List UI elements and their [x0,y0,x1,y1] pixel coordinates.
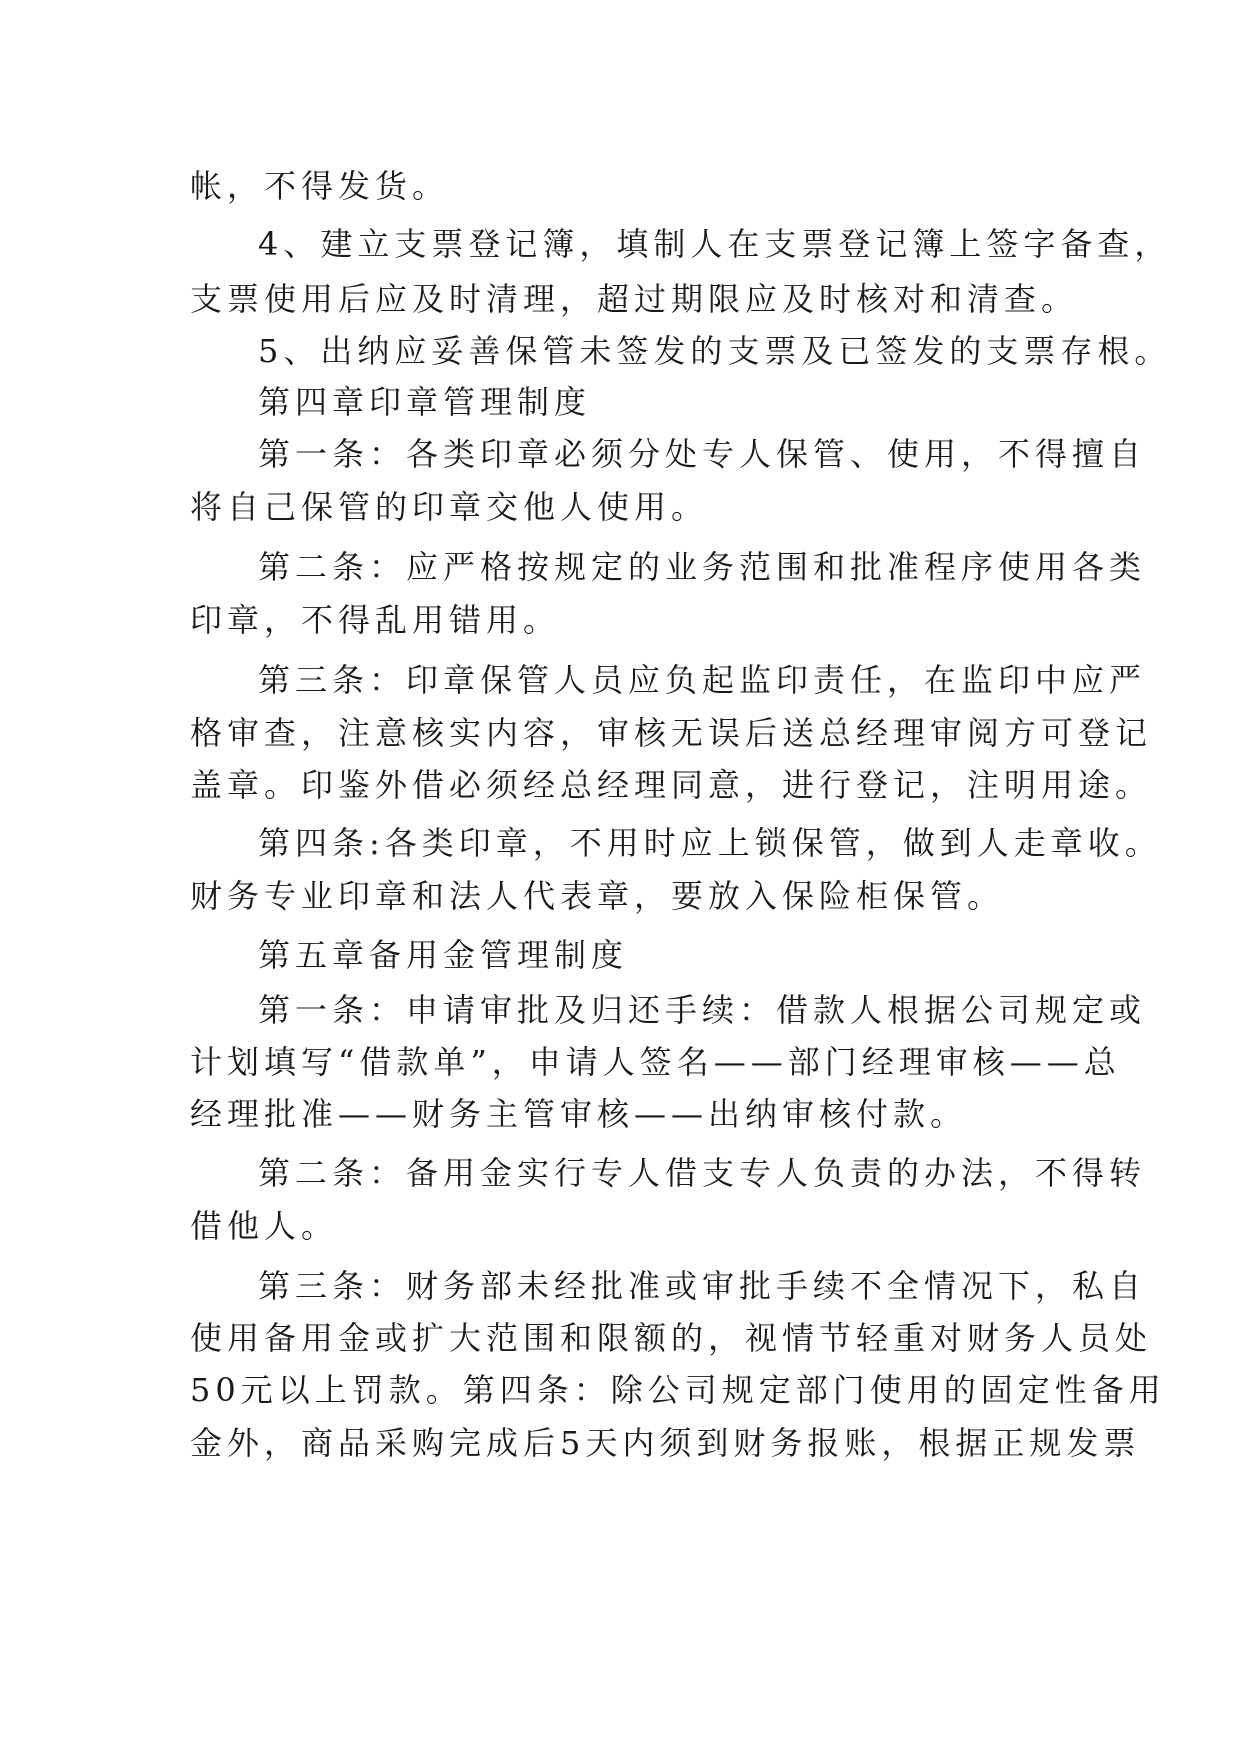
text-line: 第五章备用金管理制度 [258,936,629,974]
text-line: 5、出纳应妥善保管未签发的支票及已签发的支票存根。 [258,332,1172,370]
text-line: 印章，不得乱用错用。 [190,601,561,639]
text-line: 计划填写“借款单”，申请人签名——部门经理审核——总 [190,1043,1121,1081]
text-line: 第四条:各类印章，不用时应上锁保管，做到人走章收。 [258,824,1162,862]
text-line: 盖章。印鉴外借必须经总经理同意，进行登记，注明用途。 [190,766,1153,804]
text-line: 50元以上罚款。第四条：除公司规定部门使用的固定性备用 [190,1371,1166,1409]
text-line: 使用备用金或扩大范围和限额的，视情节轻重对财务人员处 [190,1319,1153,1357]
text-line: 金外，商品采购完成后5天内须到财务报账，根据正规发票 [190,1424,1141,1462]
text-line: 帐，不得发货。 [190,167,450,205]
text-line: 经理批准——财务主管审核——出纳审核付款。 [190,1095,968,1133]
text-line: 格审查，注意核实内容，审核无误后送总经理审阅方可登记 [190,714,1153,752]
text-line: 第三条：印章保管人员应负起监印责任，在监印中应严 [258,661,1147,699]
text-line: 4、建立支票登记簿，填制人在支票登记簿上签字备查， [258,225,1172,263]
text-line: 第四章印章管理制度 [258,383,592,421]
text-line: 第二条：备用金实行专人借支专人负责的办法，不得转 [258,1154,1147,1192]
text-line: 第三条：财务部未经批准或审批手续不全情况下，私自 [258,1267,1147,1305]
text-line: 支票使用后应及时清理，超过期限应及时核对和清查。 [190,280,1079,318]
text-line: 借他人。 [190,1207,339,1245]
text-line: 财务专业印章和法人代表章，要放入保险柜保管。 [190,877,1005,915]
text-line: 第二条：应严格按规定的业务范围和批准程序使用各类 [258,548,1147,586]
text-line: 第一条：申请审批及归还手续：借款人根据公司规定或 [258,991,1147,1029]
text-line: 将自己保管的印章交他人使用。 [190,488,709,526]
text-line: 第一条：各类印章必须分处专人保管、使用，不得擅自 [258,435,1147,473]
